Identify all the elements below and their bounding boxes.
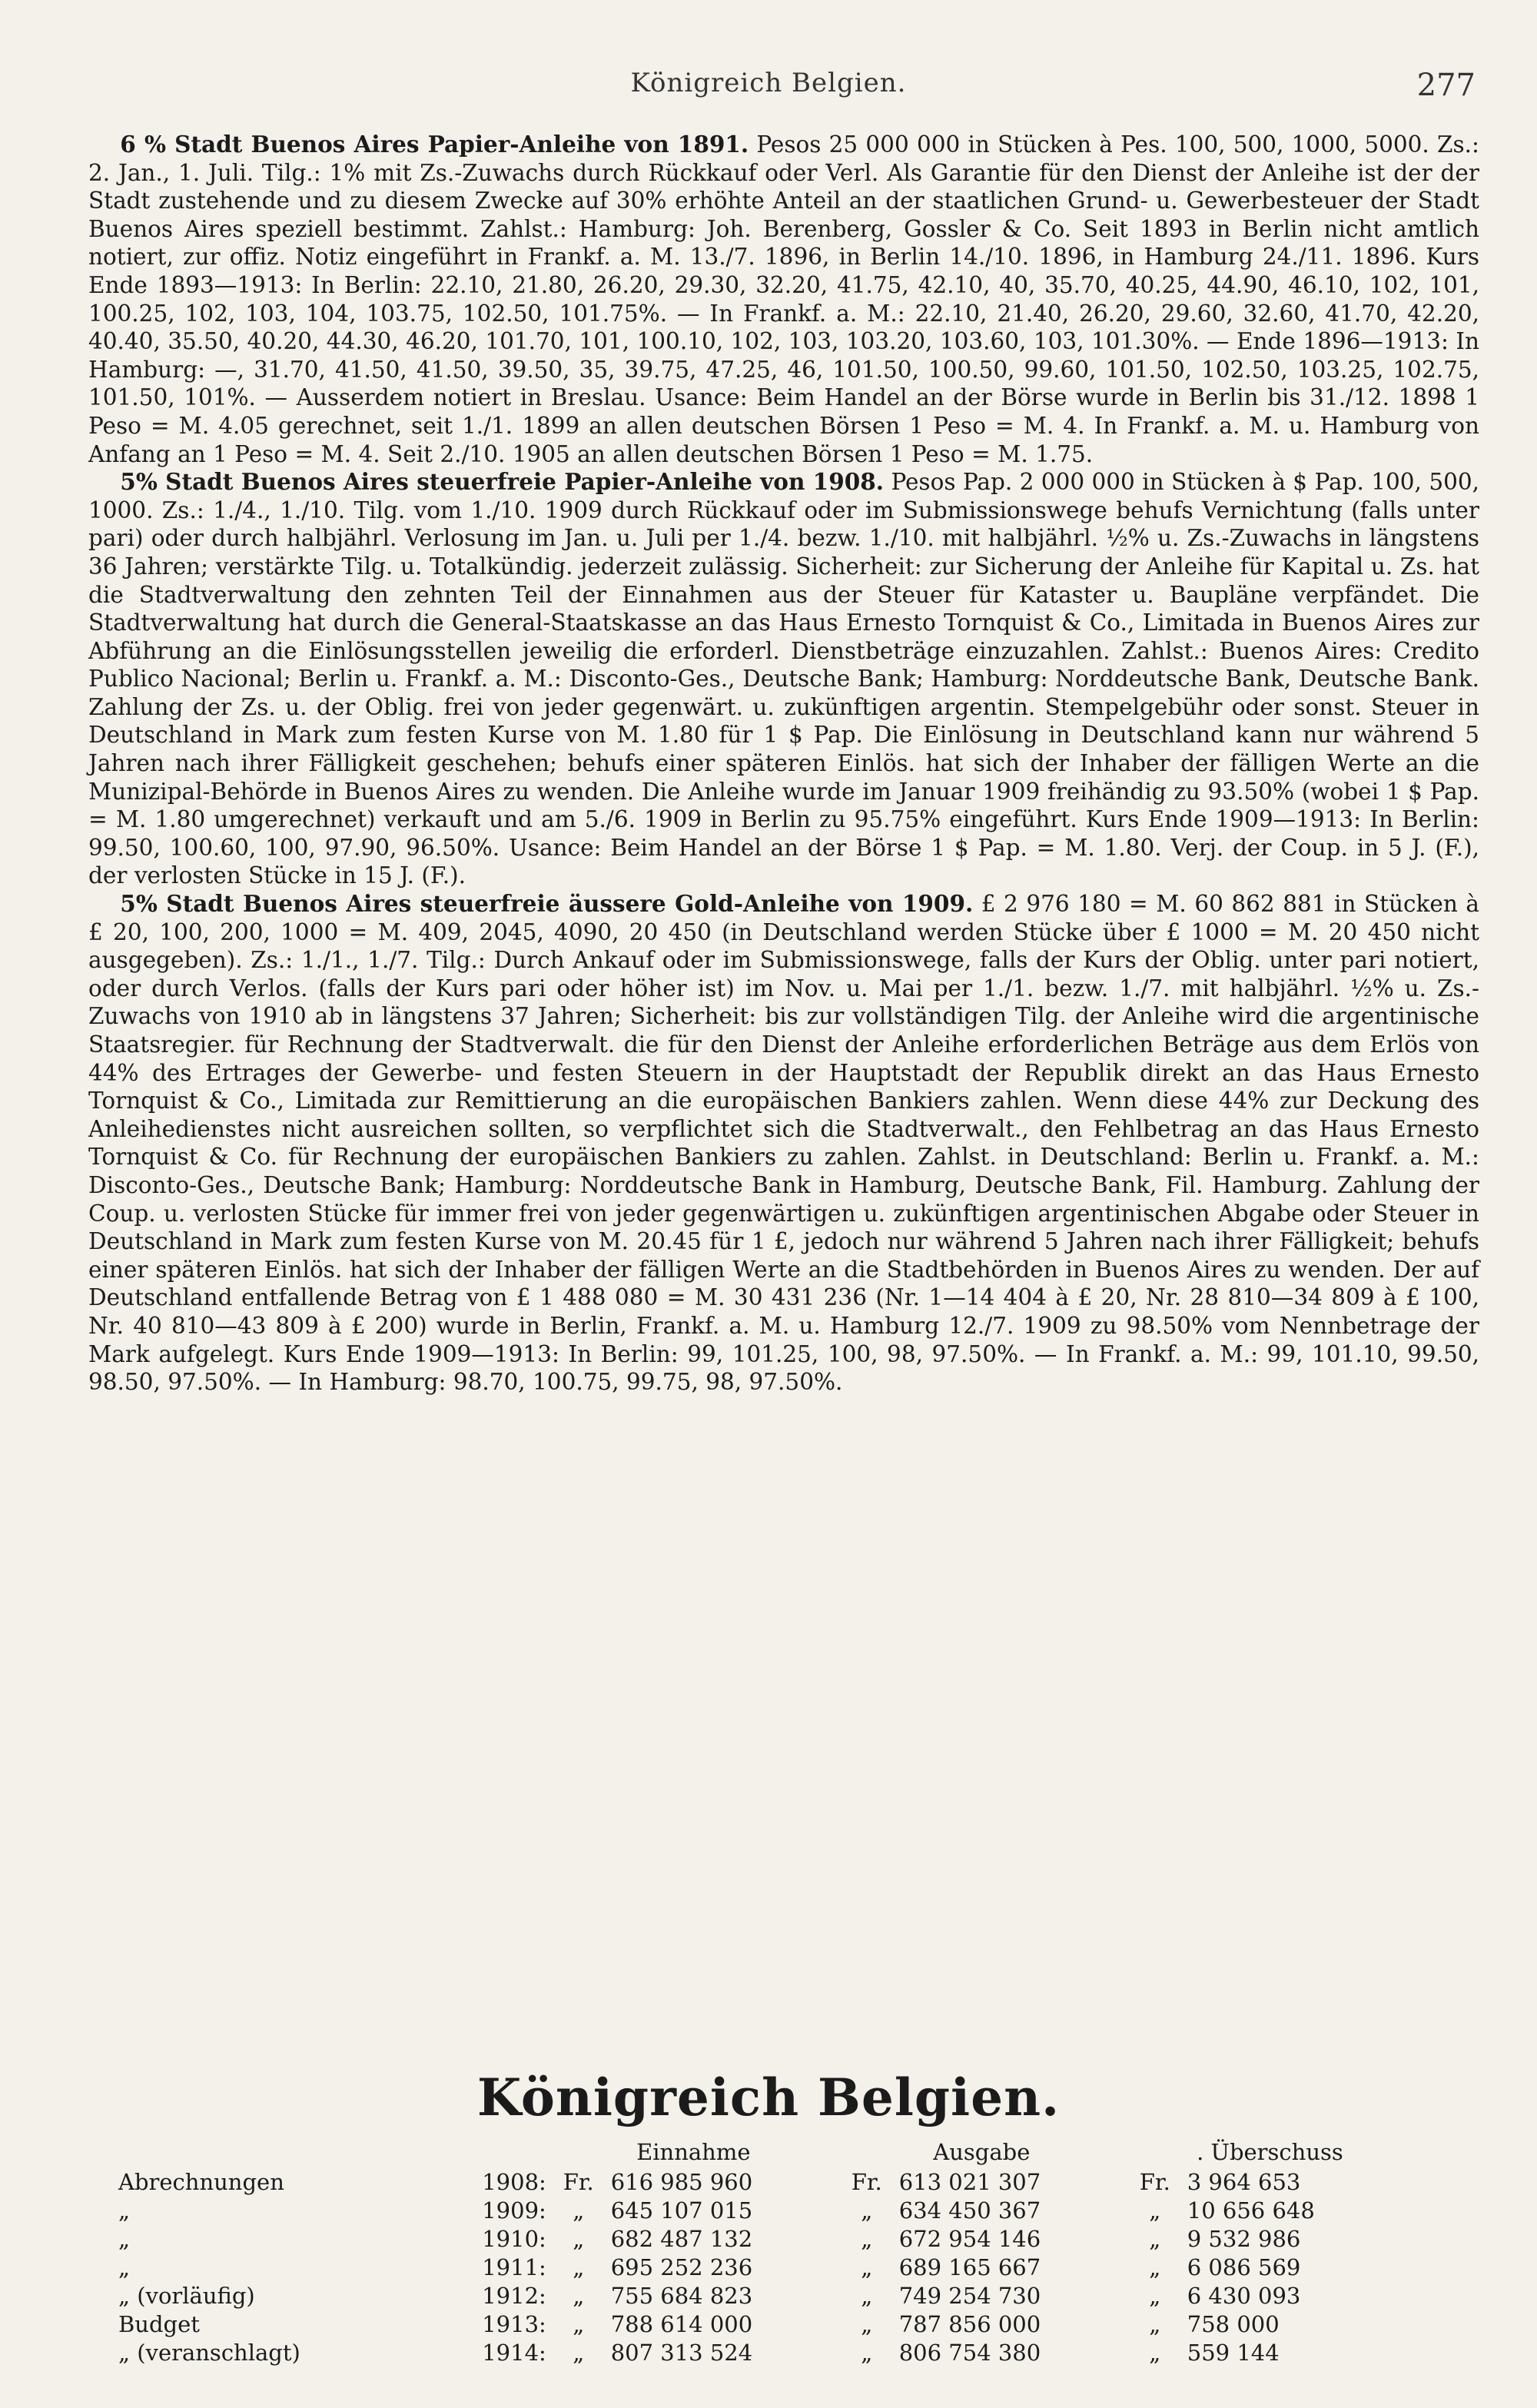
cell-c3: Fr. — [1139, 2168, 1170, 2195]
cell-year: 1910: — [482, 2225, 546, 2252]
cell-v1: 807 313 524 — [610, 2339, 753, 2366]
cell-c2: „ — [861, 2282, 873, 2309]
cell-v3: 6 430 093 — [1187, 2282, 1301, 2309]
cell-label: Budget — [118, 2310, 200, 2337]
cell-c2: „ — [861, 2225, 873, 2252]
cell-c1: „ — [573, 2339, 585, 2366]
cell-v1: 682 487 132 — [610, 2225, 753, 2252]
cell-c3: „ — [1149, 2310, 1161, 2337]
cell-v2: 613 021 307 — [898, 2168, 1041, 2195]
cell-c2: Fr. — [851, 2168, 882, 2195]
cell-label: „ — [118, 2225, 131, 2252]
paragraph-3 — [88, 890, 1479, 1397]
paragraph-heading: 5% Stadt Buenos Aires steuerfreie Papier-Anleihe von 1908. — [120, 468, 885, 496]
section-title: Königreich Belgien. — [476, 2068, 1061, 2127]
cell-c2: „ — [861, 2339, 873, 2366]
table-row — [115, 2224, 1414, 2253]
paragraph-heading: 6 % Stadt Buenos Aires Papier-Anleihe von 1891. — [120, 131, 749, 158]
cell-c3: „ — [1149, 2339, 1161, 2366]
table-row — [115, 2253, 1414, 2281]
column-header-ueberschuss: . Überschuss — [1197, 2139, 1343, 2165]
paragraph-body: Pesos 25 000 000 in Stücken à Pes. 100, 500, 1000, 5000. Zs.: 2. Jan., 1. Juli. Tilg.: 1% mit Zs.-Zuwachs durch Rückkauf oder Verl. Als Garantie für den Dienst der Anleihe ist der der Stadt zustehende und zu diesem Zwecke auf 30% erhöhte Anteil an der staatlichen Grund- u. Gewerbesteuer der Stadt Buenos Aires speziell bestimmt. Zahlst.: Hamburg: Joh. Berenberg, Gossler & Co. Seit 1893 in Berlin nicht amtlich notiert, zur offiz. Notiz eingeführt in Frankf. a. M. 13./7. 1896, in Berlin 14./10. 1896, in Hamburg 24./11. 1896. Kurs Ende 1893—1913: In Berlin: 22.10, 21.80, 26.20, 29.30, 32.20, 41.75, 42.10, 40, 35.70, 40.25, 44.90, 46.10, 102, 101, 100.25, 102, 103, 104, 103.75, 102.50, 101.75%. — In Frankf. a. M.: 22.10, 21.40, 26.20, 29.60, 32.60, 41.70, 42.20, 40.40, 35.50, 40.20, 44.30, 46.20, 101.70, 101, 100.10, 102, 103, 103.20, 103.60, 103, 101.30%. — Ende 1896—1913: In Hamburg: —, 31.70, 41.50, 41.50, 39.50, 35, 39.75, 47.25, 46, 101.50, 100.50, 99.60, 101.50, 102.50, 103.25, 102.75, 101.50, 101%. — Ausserdem notiert in Breslau. Usance: Beim Handel an der Börse wurde in Berlin bis 31./12. 1898 1 Peso = M. 4.05 gerechnet, seit 1./1. 1899 an allen deutschen Börsen 1 Peso = M. 4. In Frankf. a. M. u. Hamburg von Anfang an 1 Peso = M. 4. Seit 2./10. 1905 an allen deutschen Börsen 1 Peso = M. 1.75. — [88, 131, 1479, 467]
cell-v3: 9 532 986 — [1187, 2225, 1301, 2252]
cell-v3: 10 656 648 — [1187, 2197, 1315, 2224]
table-row — [115, 2310, 1414, 2338]
cell-v3: 6 086 569 — [1187, 2254, 1301, 2280]
cell-label: „ — [118, 2254, 131, 2280]
cell-year: 1909: — [482, 2197, 546, 2224]
column-header-einnahme: Einnahme — [636, 2139, 751, 2165]
cell-c1: „ — [573, 2197, 585, 2224]
running-title: Königreich Belgien. — [630, 68, 907, 98]
cell-c3: „ — [1149, 2197, 1161, 2224]
paragraph-1 — [88, 131, 1479, 468]
budget-table — [115, 2137, 1414, 2366]
cell-c2: „ — [861, 2254, 873, 2280]
cell-c1: „ — [573, 2282, 585, 2309]
cell-year: 1914: — [482, 2339, 546, 2366]
cell-year: 1911: — [482, 2254, 546, 2280]
cell-year: 1913: — [482, 2310, 546, 2337]
cell-v2: 634 450 367 — [898, 2197, 1041, 2224]
cell-v2: 806 754 380 — [898, 2339, 1041, 2366]
cell-c2: „ — [861, 2310, 873, 2337]
paragraph-body: £ 2 976 180 = M. 60 862 881 in Stücken à £ 20, 100, 200, 1000 = M. 409, 2045, 4090, 20 450 (in Deutschland werden Stücke über £ 1000 = M. 20 450 nicht ausgegeben). Zs.: 1./1., 1./7. Tilg.: Durch Ankauf oder im Submissionswege, falls der Kurs der Oblig. unter pari notiert, oder durch Verlos. (falls der Kurs pari oder höher ist) im Nov. u. Mai per 1./1. bezw. 1./7. mit halbjährl. ½% u. Zs.-Zuwachs von 1910 ab in längstens 37 Jahren; Sicherheit: bis zur vollständigen Tilg. der Anleihe wird die argentinische Staatsregier. für Rechnung der Stadtverwalt. die für den Dienst der Anleihe erforderlichen Beträge aus dem Erlös von 44% des Ertrages der Gewerbe- und festen Steuern in der Hauptstadt der Republik direkt an das Haus Ernesto Tornquist & Co., Limitada zur Remittierung an die europäischen Bankiers zahlen. Wenn diese 44% zur Deckung des Anleihedienstes nicht ausreichen sollten, so verpflichtet sich die Stadtverwalt., den Fehlbetrag an das Haus Ernesto Tornquist & Co. für Rechnung der europäischen Bankiers zu zahlen. Zahlst. in Deutschland: Berlin u. Frankf. a. M.: Disconto-Ges., Deutsche Bank; Hamburg: Norddeutsche Bank in Hamburg, Deutsche Bank, Fil. Hamburg. Zahlung der Coup. u. verlosten Stücke für immer frei von jeder gegenwärtigen u. zukünftigen argentinischen Abgabe oder Steuer in Deutschland in Mark zum festen Kurse von M. 20.45 für 1 £, jedoch nur während 5 Jahren nach ihrer Fälligkeit; behufs einer späteren Einlös. hat sich der Inhaber der fälligen Werte an die Stadtbehörden in Buenos Aires zu wenden. Der auf Deutschland entfallende Betrag von £ 1 488 080 = M. 30 431 236 (Nr. 1—14 404 à £ 20, Nr. 28 810—34 809 à £ 100, Nr. 40 810—43 809 à £ 200) wurde in Berlin, Frankf. a. M. u. Hamburg 12./7. 1909 zu 98.50% vom Nennbetrage der Mark aufgelegt. Kurs Ende 1909—1913: In Berlin: 99, 101.25, 100, 98, 97.50%. — In Frankf. a. M.: 99, 101.10, 99.50, 98.50, 97.50%. — In Hamburg: 98.70, 100.75, 99.75, 98, 97.50%. — [88, 891, 1479, 1396]
table-header-row — [115, 2137, 1414, 2167]
cell-v1: 645 107 015 — [610, 2197, 753, 2224]
cell-v2: 672 954 146 — [898, 2225, 1041, 2252]
table-row — [115, 2196, 1414, 2224]
table-row — [115, 2338, 1414, 2366]
cell-year: 1912: — [482, 2282, 546, 2309]
paragraph-body: Pesos Pap. 2 000 000 in Stücken à $ Pap. 100, 500, 1000. Zs.: 1./4., 1./10. Tilg. vom 1./10. 1909 durch Rückkauf oder im Submissionswege behufs Vernichtung (falls unter pari) oder durch halbjährl. Verlosung im Jan. u. Juli per 1./4. bezw. 1./10. mit halbjährl. ½% u. Zs.-Zuwachs in längstens 36 Jahren; verstärkte Tilg. u. Totalkündig. jederzeit zulässig. Sicherheit: zur Sicherung der Anleihe für Kapital u. Zs. hat die Stadtverwaltung den zehnten Teil der Einnahmen aus der Steuer für Kataster u. Baupläne verpfändet. Die Stadtverwaltung hat durch die General-Staatskasse an das Haus Ernesto Tornquist & Co., Limitada in Buenos Aires zur Abführung an die Einlösungsstellen jeweilig die erforderl. Dienstbeträge einzuzahlen. Zahlst.: Buenos Aires: Credito Publico Nacional; Berlin u. Frankf. a. M.: Disconto-Ges., Deutsche Bank; Hamburg: Norddeutsche Bank, Deutsche Bank. Zahlung der Zs. u. der Oblig. frei von jeder gegenwärt. u. zukünftigen argentin. Stempelgebühr oder sonst. Steuer in Deutschland in Mark zum festen Kurse von M. 1.80 für 1 $ Pap. Die Einlösung in Deutschland kann nur während 5 Jahren nach ihrer Fälligkeit geschehen; behufs einer späteren Einlös. hat sich der Inhaber der fälligen Werte an die Munizipal-Behörde in Buenos Aires zu wenden. Die Anleihe wurde im Januar 1909 freihändig zu 93.50% (wobei 1 $ Pap. = M. 1.80 umgerechnet) verkauft und am 5./6. 1909 in Berlin zu 95.75% eingeführt. Kurs Ende 1909—1913: In Berlin: 99.50, 100.60, 100, 97.90, 96.50%. Usance: Beim Handel an der Börse 1 $ Pap. = M. 1.80. Verj. der Coup. in 5 J. (F.), der verlosten Stücke in 15 J. (F.). — [88, 469, 1479, 889]
cell-c1: Fr. — [563, 2168, 594, 2195]
cell-label: „ (vorläufig) — [118, 2282, 255, 2309]
cell-c3: „ — [1149, 2225, 1161, 2252]
cell-label: Abrechnungen — [118, 2168, 284, 2195]
cell-v3: 758 000 — [1187, 2310, 1280, 2337]
cell-c3: „ — [1149, 2254, 1161, 2280]
cell-v1: 695 252 236 — [610, 2254, 753, 2280]
paragraph-2 — [88, 468, 1479, 890]
column-header-ausgabe: Ausgabe — [933, 2139, 1031, 2165]
cell-v2: 689 165 667 — [898, 2254, 1041, 2280]
body-text — [88, 131, 1479, 1397]
cell-v3: 3 964 653 — [1187, 2168, 1301, 2195]
cell-c1: „ — [573, 2225, 585, 2252]
cell-c3: „ — [1149, 2282, 1161, 2309]
cell-c1: „ — [573, 2254, 585, 2280]
cell-label: „ — [118, 2197, 131, 2224]
cell-c2: „ — [861, 2197, 873, 2224]
cell-v1: 755 684 823 — [610, 2282, 753, 2309]
cell-v1: 616 985 960 — [610, 2168, 753, 2195]
cell-v3: 559 144 — [1187, 2339, 1280, 2366]
table-row — [115, 2281, 1414, 2310]
cell-c1: „ — [573, 2310, 585, 2337]
cell-v1: 788 614 000 — [610, 2310, 753, 2337]
cell-v2: 749 254 730 — [898, 2282, 1041, 2309]
cell-v2: 787 856 000 — [898, 2310, 1041, 2337]
cell-year: 1908: — [482, 2168, 546, 2195]
page-number: 277 — [1416, 68, 1476, 103]
cell-label: „ (veranschlagt) — [118, 2339, 300, 2366]
paragraph-heading: 5% Stadt Buenos Aires steuerfreie äussere Gold-Anleihe von 1909. — [120, 890, 974, 918]
table-row — [115, 2167, 1414, 2196]
